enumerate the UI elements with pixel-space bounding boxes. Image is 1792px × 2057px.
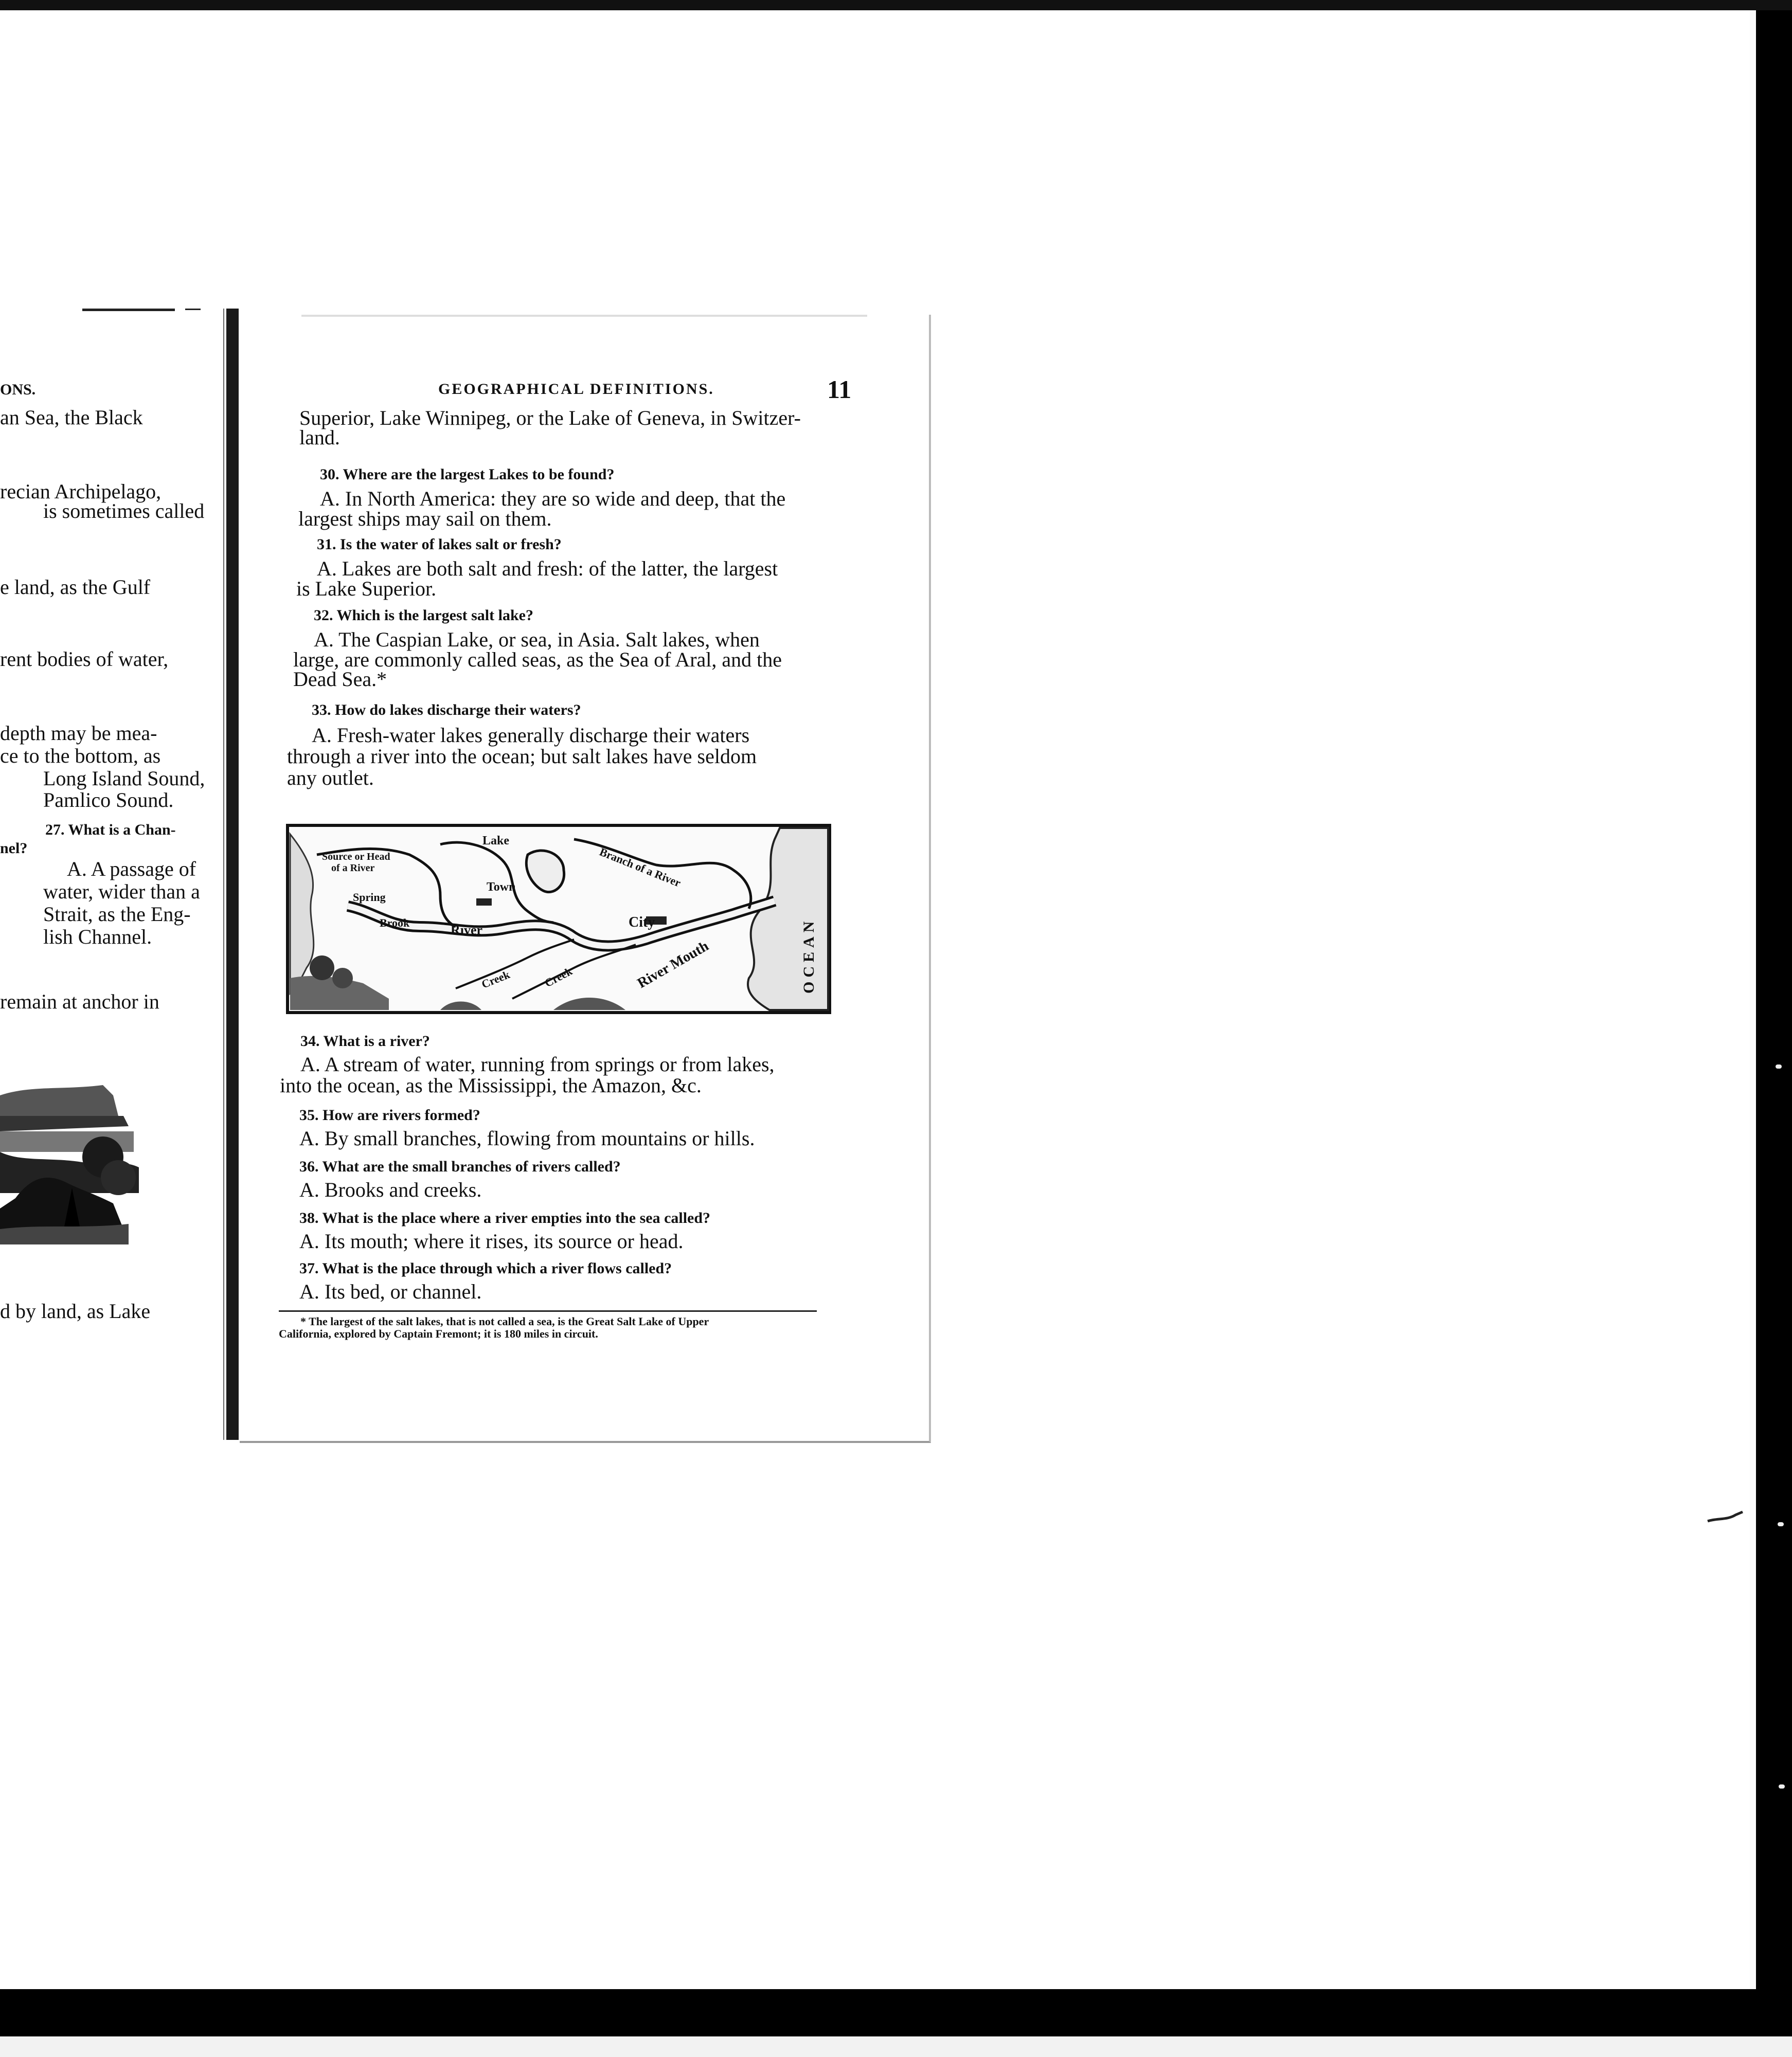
question-31: 31. Is the water of lakes salt or fresh? — [317, 536, 562, 553]
answer-38: A. Its mouth; where it rises, its source or head. — [299, 1230, 684, 1253]
label-branch: Branch of a River — [598, 845, 683, 890]
footnote: California, explored by Captain Fremont; it is 180 miles in circuit. — [279, 1327, 598, 1340]
label-lake: Lake — [482, 834, 510, 847]
answer-36: A. Brooks and creeks. — [299, 1178, 482, 1201]
label-source: Source or Head — [322, 851, 390, 862]
top-rule — [185, 309, 201, 310]
answer-32: large, are commonly called seas, as the Sea of Aral, and the — [293, 648, 782, 671]
answer-30: A. In North America: they are so wide and deep, that the — [320, 487, 786, 510]
right-page — [240, 315, 931, 1443]
running-head: GEOGRAPHICAL DEFINITIONS. — [438, 381, 714, 398]
answer-30: largest ships may sail on them. — [298, 507, 552, 530]
footnote: * The largest of the salt lakes, that is not called a sea, is the Great Salt Lake of Upper — [300, 1315, 709, 1328]
answer-32: A. The Caspian Lake, or sea, in Asia. Salt lakes, when — [314, 628, 760, 651]
answer-37: A. Its bed, or channel. — [299, 1280, 482, 1303]
question-34: 34. What is a river? — [300, 1033, 430, 1050]
tree — [332, 968, 353, 988]
question-27: 27. What is a Chan- — [45, 821, 176, 838]
answer-31: A. Lakes are both salt and fresh: of the latter, the largest — [317, 557, 778, 580]
scan-mark — [1707, 1506, 1748, 1526]
text-line: Pamlico Sound. — [43, 788, 174, 811]
answer-34: A. A stream of water, running from springs or from lakes, — [300, 1053, 775, 1076]
text-line: is sometimes called — [43, 499, 205, 522]
label-river: River — [451, 923, 483, 937]
text-line: rent bodies of water, — [0, 647, 169, 671]
tree — [310, 955, 334, 980]
answer-31: is Lake Superior. — [296, 577, 437, 600]
question-32: 32. Which is the largest salt lake? — [314, 607, 533, 624]
book-gutter — [226, 309, 239, 1440]
page-edge — [223, 309, 224, 1440]
top-rule — [82, 309, 175, 311]
answer-33: A. Fresh-water lakes generally discharge their waters — [312, 724, 750, 747]
left-page-fragment — [0, 309, 224, 1440]
page-number: 11 — [827, 375, 852, 404]
text-line: recian Archipelago, — [0, 480, 162, 503]
answer-33: through a river into the ocean; but salt lakes have seldom — [287, 745, 757, 768]
footnote-rule — [279, 1310, 817, 1312]
text-line: ce to the bottom, as — [0, 744, 161, 767]
top-rule — [301, 315, 867, 317]
answer-27: lish Channel. — [43, 925, 152, 948]
text-line: an Sea, the Black — [0, 406, 143, 429]
question-38: 38. What is the place where a river empties into the sea called? — [299, 1210, 711, 1226]
text-line: land. — [299, 426, 340, 449]
answer-34: into the ocean, as the Mississippi, the Amazon, &c. — [280, 1074, 702, 1097]
label-brook: Brook — [380, 916, 410, 929]
answer-27: water, wider than a — [43, 880, 200, 903]
answer-35: A. By small branches, flowing from mountains or hills. — [299, 1127, 755, 1150]
text-line: Superior, Lake Winnipeg, or the Lake of Geneva, in Switzer- — [299, 406, 801, 429]
label-ocean: OCEAN — [800, 917, 817, 994]
text-line: remain at anchor in — [0, 990, 159, 1013]
question-36: 36. What are the small branches of rivers called? — [299, 1158, 621, 1175]
question-33: 33. How do lakes discharge their waters? — [312, 701, 581, 718]
question-35: 35. How are rivers formed? — [299, 1107, 480, 1124]
town-mark — [476, 898, 492, 906]
label-creek: Creek — [479, 968, 512, 991]
question-37: 37. What is the place through which a river flows called? — [299, 1260, 672, 1277]
scan-bottom-border — [0, 1989, 1792, 2057]
scan-speck — [1778, 1522, 1784, 1526]
answer-27: Strait, as the Eng- — [43, 903, 191, 926]
answer-32: Dead Sea.* — [293, 667, 387, 691]
label-river-mouth: River Mouth — [635, 938, 712, 992]
scan-speck — [1776, 1064, 1782, 1069]
text-line: d by land, as Lake — [0, 1300, 151, 1323]
landscape-engraving — [0, 1075, 139, 1244]
answer-33: any outlet. — [287, 766, 374, 789]
running-head-fragment: ONS. — [0, 381, 36, 398]
question-27: nel? — [0, 840, 28, 857]
answer-27: A. A passage of — [67, 857, 196, 880]
text-line: depth may be mea- — [0, 721, 157, 745]
scan-top-border — [0, 0, 1792, 10]
scan-speck — [1779, 1784, 1785, 1789]
question-30: 30. Where are the largest Lakes to be found? — [320, 466, 615, 483]
scan-right-border — [1750, 10, 1792, 1989]
label-city: City — [629, 914, 655, 930]
label-source: of a River — [331, 862, 375, 874]
label-spring: Spring — [353, 891, 386, 904]
label-town: Town — [487, 880, 516, 894]
label-creek: Creek — [542, 964, 575, 990]
text-line: e land, as the Gulf — [0, 575, 151, 599]
river-diagram — [286, 824, 831, 1014]
text-line: Long Island Sound, — [43, 767, 205, 790]
